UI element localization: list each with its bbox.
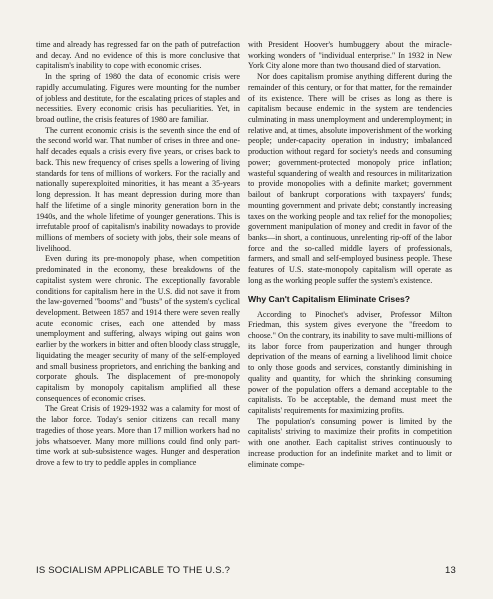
body-paragraph: In the spring of 1980 the data of economic crisis were rapidly accumulating. Figures were mounting for the number of jobless and destitute, for the escalating prices of staples and necessities. Every economic crisis has peculiarities. Yet, in broad outline, the crisis features of 1980 are familiar. — [36, 72, 240, 125]
right-column — [248, 40, 452, 470]
page-number: 13 — [445, 565, 456, 576]
body-paragraph: The population's consuming power is limited by the capitalists' striving to maximize their profits in competition with one another. Each capitalist strives continuously to increase production for an indefinite market and to limit or eliminate compe- — [248, 416, 452, 469]
body-paragraph: The current economic crisis is the seventh since the end of the second world war. That number of crises in three and one-half decades equals a crisis every five years, or crises back to back. This new frequency of crises spells a lowering of living standards for tens of millions of workers. For the racially and nationally superexploited minorities, it has meant a 35-years long depression. It has meant depression during more than half the lifetime of a single minority generation born in the 1940s, and the whole lifetime of younger generations. This is irrefutable proof of capitalism's inability nowadays to provide millions of members of society with jobs, their sole means of livelihood. — [36, 125, 240, 253]
running-title: IS SOCIALISM APPLICABLE TO THE U.S.? — [36, 565, 231, 576]
section-heading: Why Can't Capitalism Eliminate Crises? — [248, 293, 411, 304]
body-paragraph: Even during its pre-monopoly phase, when competition predominated in the economy, these breakdowns of the capitalist system were chronic. The exceptionally favorable conditions for capitalism here in the U.S. did not save it from the law-governed "booms" and "busts" of the system's cyclical development. Between 1857 and 1914 there were seven really acute economic crises, each one attended by mass unemployment and suffering, always wiping out gains won earlier by the workers in bitter and often bloody class struggle, liquidating the meager security of many of the self-employed and small business proprietors, and enriching the banking and corporate ghouls. The displacement of pre-monopoly capitalism by monopoly capitalism amplified all these consequences of economic crises. — [36, 254, 240, 403]
body-paragraph: Nor does capitalism promise anything different during the remainder of this century, or for that matter, for the remainder of its existence. There will be crises as long as there is capitalism because endemic in the system are tendencies culminating in mass unemployment and underemployment; in relative and, at times, absolute impoverishment of the working people; under-capacity operation in industry; imbalanced production without regard for society's needs and consuming power; government-protected monopoly price inflation; wasteful squandering of wealth and resources in militarization to provide monopolies with a definite market; government bailout of bankrupt corporations with taxpayers' funds; mounting government and private debt; constantly increasing taxes on the working people and tax relief for the monopolies; government manipulation of money and credit in favor of the banks—in short, a continuous, unrelenting rip-off of the labor force and the so-called middle layers of professionals, farmers, and small and self-employed business people. These features of U.S. state-monopoly capitalism will operate as long as the working people suffer the system's existence. — [248, 72, 452, 285]
body-paragraph: According to Pinochet's adviser, Professor Milton Friedman, this system gives everyone the "freedom to choose." On the contrary, its inability to save multi-millions of its labor force from pauperization and hunger through deprivation of the means of earning a livelihood limit choice to only those goods and services, constantly diminishing in quality and quantity, for which the shrinking consuming power of the population offers a demand acceptable to the capitalists. To be acceptable, the demand must meet the capitalists' requirements for maximizing profits. — [248, 309, 452, 415]
left-column — [36, 40, 240, 469]
body-paragraph: The Great Crisis of 1929-1932 was a calamity for most of the labor force. Today's senior citizens can recall many tragedies of those years. More than 17 million workers had no jobs whatsoever. Many more millions could find only part-time work at sub-subsistence wages. Hunger and desperation drove a few to try to peddle apples in compliance — [36, 404, 240, 468]
body-paragraph: with President Hoover's humbuggery about the miracle-working wonders of "individual enterprise." In 1932 in New York City alone more than two thousand died of starvation. — [248, 40, 452, 71]
body-paragraph: time and already has regressed far on the path of putrefaction and decay. And no evidence of this is more conclusive that capitalism's inability to cope with economic crises. — [36, 40, 240, 71]
